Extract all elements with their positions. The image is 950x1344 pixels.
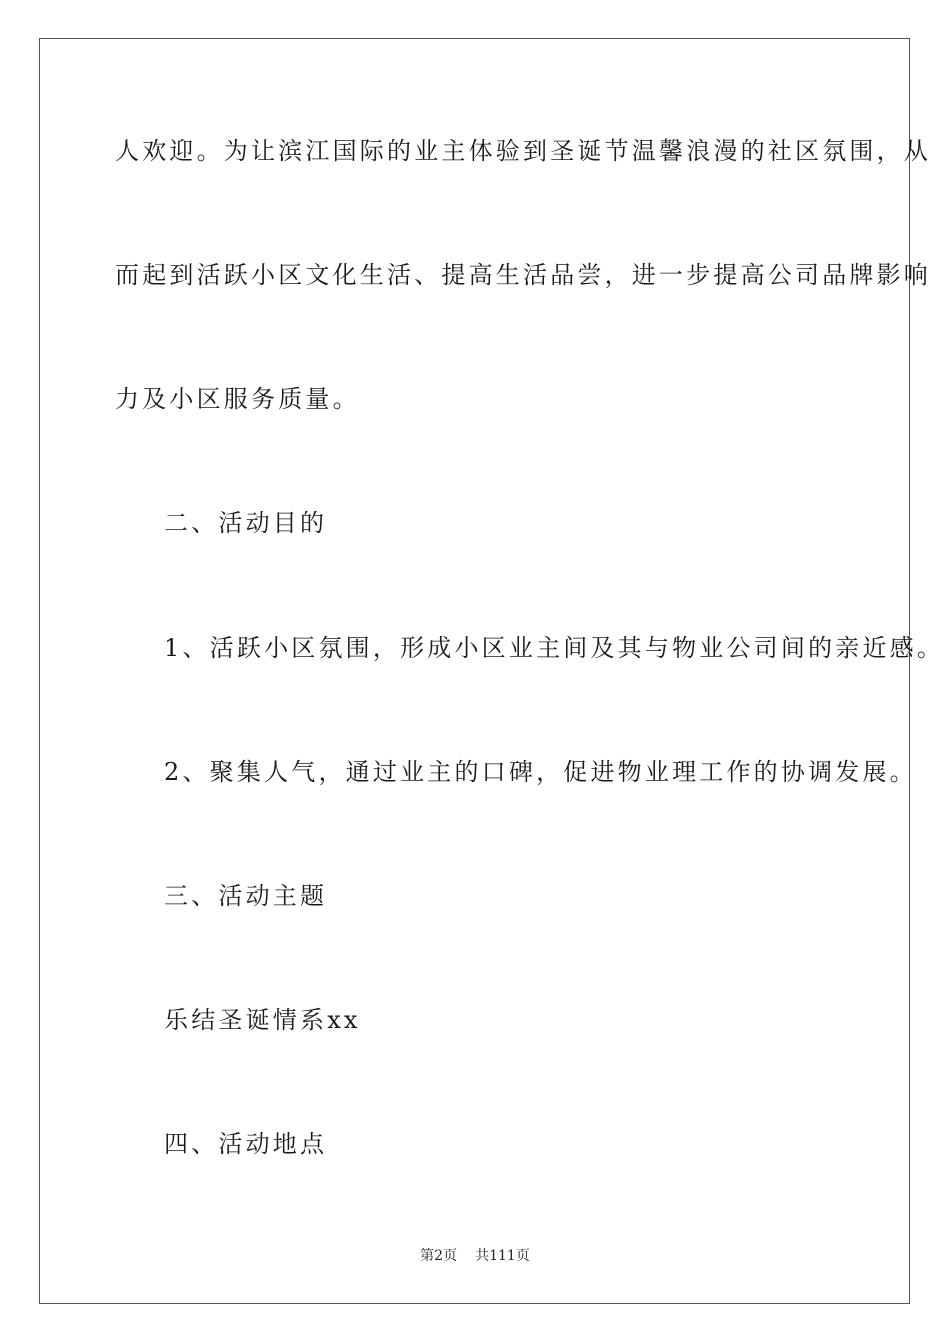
paragraph-line: 而起到活跃小区文化生活、提高生活品尝，进一步提高公司品牌影响 — [115, 261, 931, 289]
paragraph-line: 人欢迎。为让滨江国际的业主体验到圣诞节温馨浪漫的社区氛围，从 — [115, 137, 931, 165]
page-border — [39, 38, 910, 1304]
page-footer — [0, 1247, 950, 1265]
section-heading: 四、活动地点 — [164, 1130, 328, 1158]
page-number: 第2页 — [420, 1248, 458, 1264]
section-heading: 二、活动目的 — [164, 509, 328, 537]
paragraph-line: 力及小区服务质量。 — [115, 385, 360, 413]
section-heading: 三、活动主题 — [164, 882, 328, 910]
list-item: 1、活跃小区氛围，形成小区业主间及其与物业公司间的亲近感。 — [164, 634, 945, 662]
list-item: 2、聚集人气，通过业主的口碑，促进物业理工作的协调发展。 — [164, 758, 917, 786]
theme-text: 乐结圣诞情系xx — [164, 1006, 361, 1034]
total-pages: 共111页 — [475, 1248, 530, 1264]
